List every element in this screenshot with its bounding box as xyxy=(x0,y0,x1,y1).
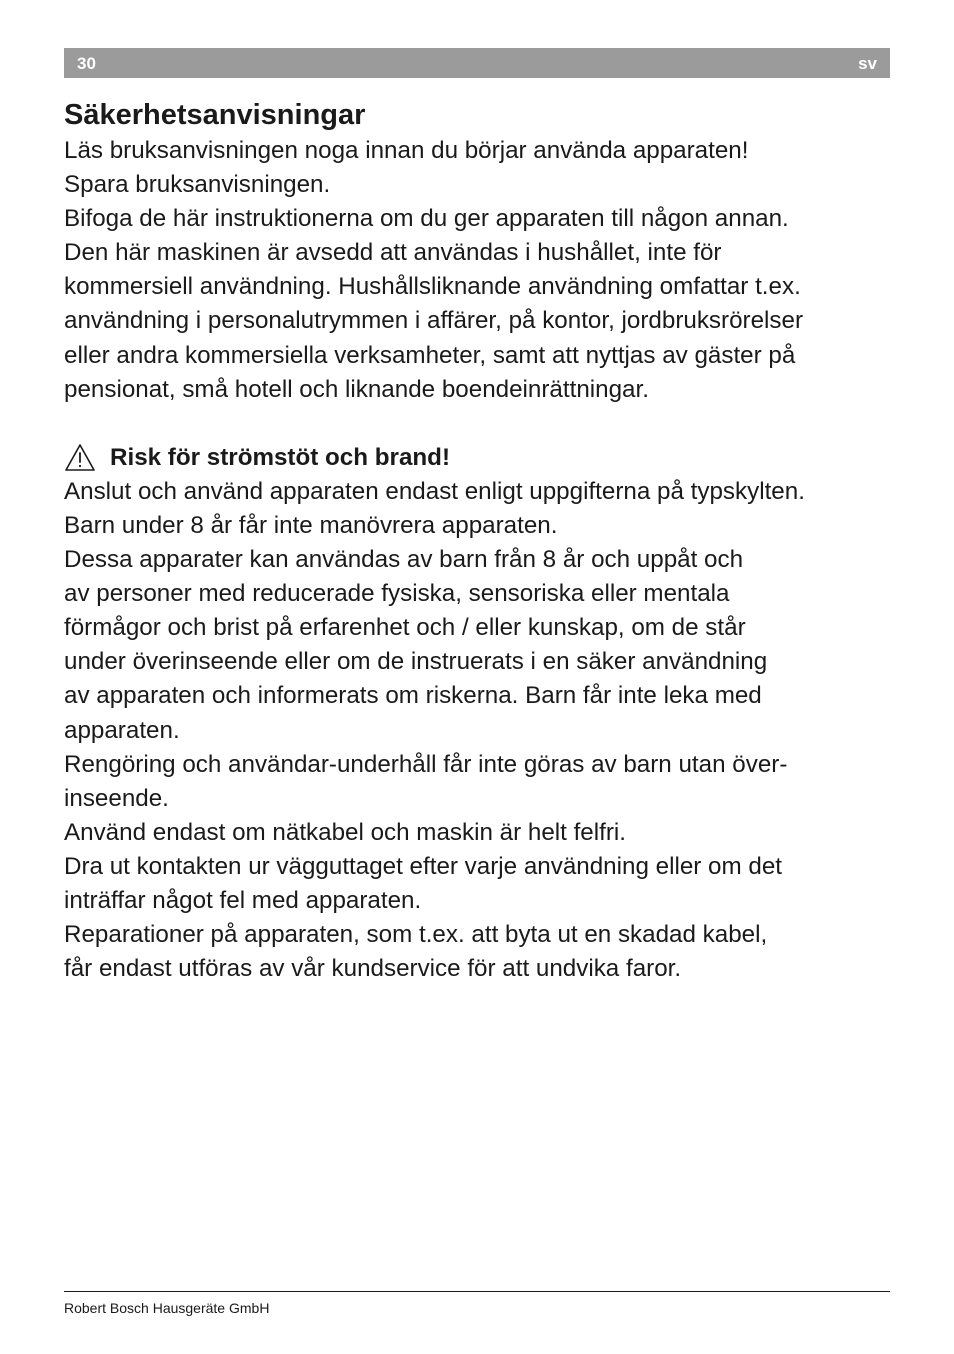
warning-line: Dra ut kontakten ur vägguttaget efter varje användning eller om det xyxy=(64,852,782,880)
warning-line: Anslut och använd apparaten endast enligt uppgifterna på typskylten. xyxy=(64,477,805,505)
warning-line: apparaten. xyxy=(64,716,180,744)
warning-line: Barn under 8 år får inte manövrera apparaten. xyxy=(64,511,558,539)
intro-line: Läs bruksanvisningen noga innan du börjar använda apparaten! xyxy=(64,137,749,164)
section-spacer xyxy=(64,407,894,441)
warning-line: förmågor och brist på erfarenhet och / eller kunskap, om de står xyxy=(64,614,746,642)
warning-line: inträffar något fel med apparaten. xyxy=(64,886,422,914)
warning-line: Använd endast om nätkabel och maskin är helt felfri. xyxy=(64,818,626,846)
warning-triangle-icon xyxy=(64,443,96,472)
warning-heading-text: Risk för strömstöt och brand! xyxy=(110,443,450,471)
intro-line: Bifoga de här instruktionerna om du ger apparaten till någon annan. xyxy=(64,205,789,233)
warning-line: under överinseende eller om de instruerats i en säker användning xyxy=(64,648,768,676)
warning-line: får endast utföras av vår kundservice för att undvika faror. xyxy=(64,955,682,983)
intro-line: Den här maskinen är avsedd att användas i hushållet, inte för xyxy=(64,239,722,267)
page-header-bar xyxy=(64,48,890,78)
intro-line: användning i personalutrymmen i affärer, på kontor, jordbruksrörelser xyxy=(64,307,804,335)
warning-line: Dessa apparater kan användas av barn från 8 år och uppåt och xyxy=(64,546,744,574)
warning-line: av personer med reducerade fysiska, sensoriska eller mentala xyxy=(64,580,730,608)
language-code: sv xyxy=(858,54,877,73)
intro-line: Spara bruksanvisningen. xyxy=(64,171,331,199)
warning-line: av apparaten och informerats om riskerna. Barn får inte leka med xyxy=(64,682,762,710)
section-title: Säkerhetsanvisningar xyxy=(64,99,366,131)
intro-line: pensionat, små hotell och liknande boendeinrättningar. xyxy=(64,375,649,403)
warning-text xyxy=(64,475,894,986)
page-number: 30 xyxy=(77,54,96,73)
intro-line: kommersiell användning. Hushållsliknande användning omfattar t.ex. xyxy=(64,273,801,301)
footer-divider xyxy=(64,1291,890,1292)
warning-line: Rengöring och användar-underhåll får inte göras av barn utan över- xyxy=(64,750,788,778)
intro-text xyxy=(64,134,894,407)
intro-line: eller andra kommersiella verksamheter, samt att nyttjas av gäster på xyxy=(64,341,796,369)
warning-line: Reparationer på apparaten, som t.ex. att byta ut en skadad kabel, xyxy=(64,921,768,949)
footer-company: Robert Bosch Hausgeräte GmbH xyxy=(64,1300,270,1316)
warning-line: inseende. xyxy=(64,784,169,812)
warning-heading xyxy=(64,441,894,475)
page-content xyxy=(64,96,894,986)
